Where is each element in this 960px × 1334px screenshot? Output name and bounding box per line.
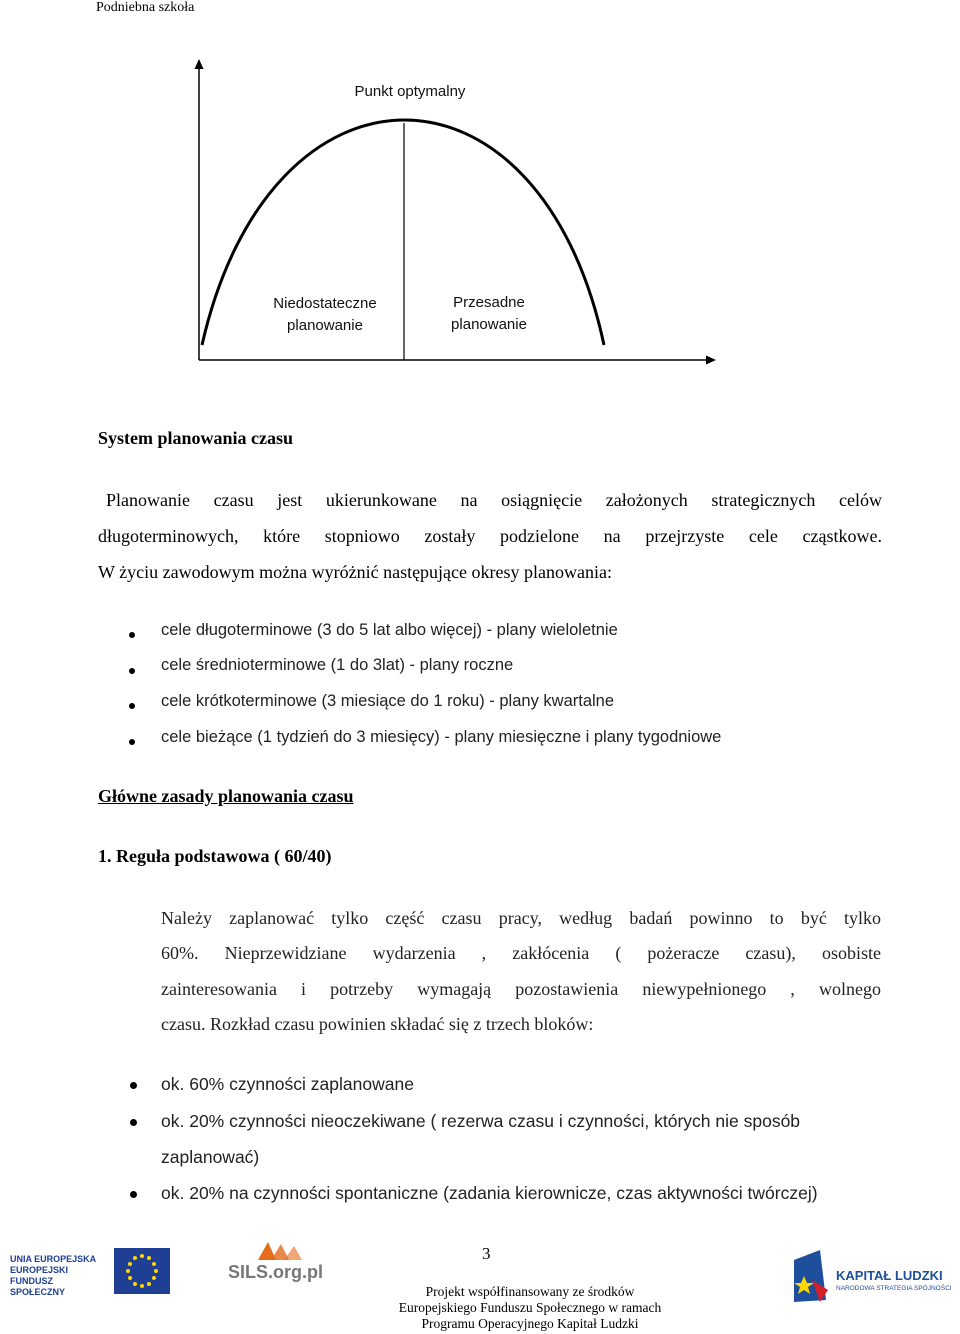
footer-line-3: Programu Operacyjnego Kapitał Ludzki — [421, 1316, 639, 1331]
eu-logo-text-1: UNIA EUROPEJSKA — [10, 1254, 97, 1264]
sils-logo-text: SILS.org.pl — [228, 1262, 324, 1282]
insufficient-label-1: Niedostateczne — [273, 295, 377, 312]
list-item: ok. 20% czynności nieoczekiwane ( rezerwa czasu i czynności, których nie sposób — [161, 1111, 801, 1131]
bullet-icon — [129, 668, 135, 674]
page-header: Podniebna szkoła — [96, 0, 195, 15]
footer-text — [380, 1284, 680, 1332]
intro-line-2: długoterminowych, które stopniowo zostały podzielone na przejrzyste cele cząstkowe. — [98, 526, 882, 546]
rule-line-2: 60%. Nieprzewidziane wydarzenia , zakłócenia ( pożeracze czasu), osobiste — [161, 943, 881, 963]
y-axis-arrow — [195, 59, 204, 69]
list-item: cele średnioterminowe (1 do 3lat) - plany roczne — [161, 656, 514, 674]
bullet-icon — [129, 739, 135, 745]
kapital-ludzki-logo — [790, 1250, 958, 1310]
planning-diagram — [180, 55, 720, 375]
rule-line-3: zainteresowania i potrzeby wymagają pozostawienia niewypełnionego , wolnego — [161, 979, 881, 999]
intro-line-1: Planowanie czasu jest ukierunkowane na osiągnięcie założonych strategicznych celów — [106, 490, 882, 510]
sils-logo-icon — [258, 1240, 302, 1262]
peak-label: Punkt optymalny — [354, 83, 466, 100]
list-item: ok. 20% na czynności spontaniczne (zadania kierownicze, czas aktywności twórczej) — [161, 1183, 818, 1203]
bullet-icon — [130, 1191, 137, 1198]
intro-line-3: W życiu zawodowym można wyróżnić następujące okresy planowania: — [98, 562, 612, 582]
kl-logo-text-1: KAPITAŁ LUDZKI — [836, 1268, 943, 1283]
footer-line-1: Projekt współfinansowany ze środków — [425, 1284, 635, 1299]
excessive-label-2: planowanie — [451, 316, 527, 333]
list-item: ok. 60% czynności zaplanowane — [161, 1074, 414, 1094]
section-title: System planowania czasu — [98, 428, 294, 448]
eu-logo — [10, 1248, 170, 1308]
rule-title: 1. Reguła podstawowa ( 60/40) — [98, 846, 332, 866]
bullet-icon — [129, 703, 135, 709]
list-item: cele bieżące (1 tydzień do 3 miesięcy) - plany miesięczne i plany tygodniowe — [161, 728, 722, 746]
kapital-ludzki-icon — [790, 1250, 830, 1304]
eu-flag-icon — [114, 1248, 170, 1294]
footer-line-2: Europejskiego Funduszu Społecznego w ramach — [398, 1300, 662, 1315]
rule-line-4: czasu. Rozkład czasu powinien składać się z trzech bloków: — [161, 1014, 594, 1034]
rule-line-1: Należy zaplanować tylko część czasu pracy, według badań powinno to być tylko — [161, 908, 881, 928]
bullet-icon — [129, 632, 135, 638]
eu-logo-text-3: FUNDUSZ SPOŁECZNY — [10, 1276, 66, 1297]
x-axis-arrow — [706, 356, 716, 365]
sils-logo — [228, 1240, 343, 1290]
eu-logo-text-2: EUROPEJSKI — [10, 1265, 69, 1275]
principles-title: Główne zasady planowania czasu — [98, 786, 354, 806]
bullet-icon — [130, 1082, 137, 1089]
insufficient-label-2: planowanie — [287, 317, 363, 334]
kl-logo-text-2: NARODOWA STRATEGIA SPÓJNOŚCI — [836, 1285, 952, 1292]
bullet-icon — [130, 1119, 137, 1126]
excessive-label-1: Przesadne — [453, 294, 525, 311]
list-item: cele długoterminowe (3 do 5 lat albo więcej) - plany wieloletnie — [161, 621, 618, 639]
list-item: cele krótkoterminowe (3 miesiące do 1 roku) - plany kwartalne — [161, 692, 615, 710]
list-item-continuation: zaplanować) — [161, 1147, 260, 1167]
page-number: 3 — [482, 1244, 491, 1263]
